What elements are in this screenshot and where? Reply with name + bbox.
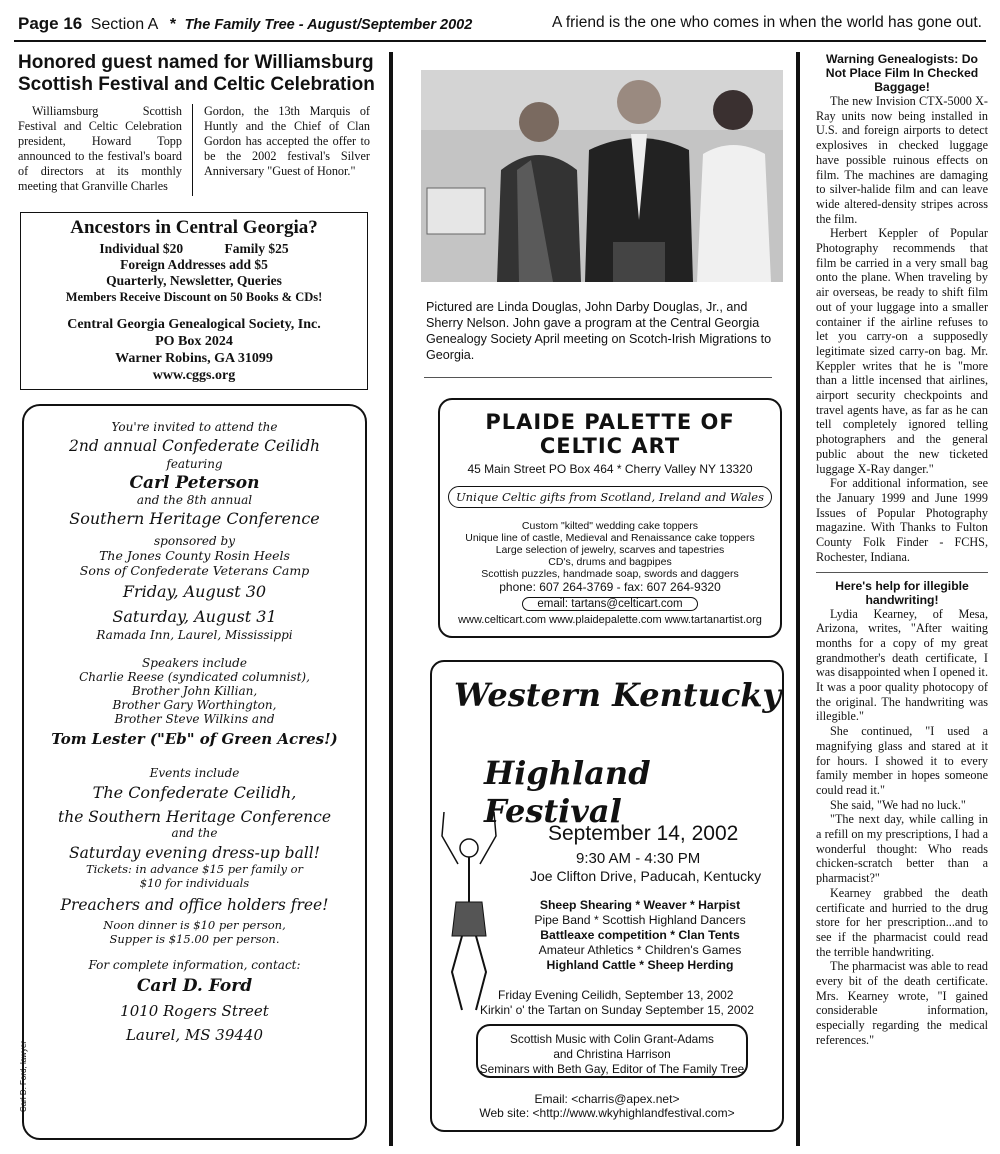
cggs-ad	[20, 212, 368, 390]
cggs-price-individual: Individual $20	[99, 241, 184, 256]
ceilidh-line: sponsored by	[154, 534, 235, 548]
ad-credit: Carl D. Ford, lawyer	[19, 1040, 29, 1113]
handwriting-paragraph: Kearney grabbed the death certificate and hurried to the drug store for her prescription...and to see if the pharmacist could read the terrible handwriting.	[816, 885, 988, 959]
plaide-item: Custom "kilted" wedding cake toppers	[521, 520, 699, 532]
column-rule-left	[389, 52, 393, 1146]
plaide-title: PLAIDE PALETTE OF CELTIC ART	[485, 410, 735, 458]
plaide-web[interactable]: www.celticart.com www.plaidepalette.com www.tartanartist.org	[458, 614, 762, 626]
handwriting-paragraph: She continued, "I used a magnifying glass and stared at it for hours. I showed it to every family member in hopes someone could read it."	[816, 724, 988, 797]
group-photo-image	[421, 70, 783, 282]
wk-music-1: Scottish Music with Colin Grant-Adams	[510, 1032, 714, 1046]
cggs-features: Quarterly, Newsletter, Queries	[106, 273, 282, 288]
plaide-item: Unique line of castle, Medieval and Renaissance cake toppers	[465, 532, 755, 544]
handwriting-paragraph: "The next day, while calling in a refill on my prescriptions, I had a wonderful thought: Who reads chicken-scratch better than a pharmacist?"	[816, 812, 988, 886]
ceilidh-line: featuring	[166, 457, 223, 471]
cggs-po: PO Box 2024	[155, 334, 233, 349]
wk-email[interactable]: Email: <charris@apex.net>	[534, 1092, 680, 1106]
wk-event: Battleaxe competition * Clan Tents	[540, 928, 740, 942]
wk-date: September 14, 2002	[548, 822, 739, 845]
honored-guest-body-b: Gordon, the 13th Marquis of Huntly and the Chief of Clan Gordon has accepted the offer to be the 2002 festival's Silver Anniversary "Guest of Honor."	[204, 104, 370, 178]
ceilidh-ad	[19, 404, 367, 1140]
ceilidh-line: $10 for individuals	[139, 876, 250, 890]
plaide-address: 45 Main Street PO Box 464 * Cherry Valley NY 13320	[467, 462, 753, 476]
plaide-tagline: Unique Celtic gifts from Scotland, Ireland and Wales	[448, 486, 772, 508]
wk-title-1: Western Kentucky	[454, 676, 782, 714]
header-rule	[14, 40, 986, 42]
right-column	[816, 52, 988, 1048]
wk-title-2: Highland Festival	[484, 754, 651, 830]
honored-guest-headline: Honored guest named for Williamsburg Scottish Festival and Celtic Celebration	[18, 52, 375, 95]
film-paragraph: Herbert Keppler of Popular Photography recommends that film be carried in a very small bag onto the plane. When traveling by air overseas, be ready to shift film out of your luggage into a smaller container if the airline refuses to let you carry-on a supposedly legitimate sized carry-on bag. Mr. Keppler writes that he is "more than a little incensed that airlines, airport security checkpoints and travel agents have, as far as he can tell completely ignored telling photographers and the general public about the new ticketed luggage X-Ray danger."	[816, 226, 988, 476]
cggs-discount: Members Receive Discount on 50 Books & CDs!	[65, 290, 323, 304]
ceilidh-line: 2nd annual Confederate Ceilidh	[69, 437, 320, 455]
header-star: *	[169, 16, 177, 33]
film-paragraph: The new Invision CTX-5000 X-Ray units now being installed in U.S. and foreign airports to detect explosives in checked luggage have possible ruinous effects on film. The machines are damaging to silver-halide film and can leave wide altered-density stripes across the film.	[816, 94, 988, 226]
header-quote: A friend is the one who comes in when the world has gone out.	[552, 14, 982, 31]
film-headline: Warning Genealogists: Do Not Place Film In Checked Baggage!	[825, 52, 979, 94]
ceilidh-line: and the 8th annual	[136, 493, 253, 507]
ceilidh-line: Brother John Killian,	[131, 684, 258, 698]
cggs-org: Central Georgia Genealogical Society, Inc.	[67, 317, 321, 332]
cggs-foreign: Foreign Addresses add $5	[120, 257, 268, 272]
plaide-email[interactable]: email: tartans@celticart.com	[522, 597, 697, 611]
ceilidh-line: You're invited to attend the	[111, 420, 278, 434]
ceilidh-line: and the	[171, 826, 218, 840]
wk-time: 9:30 AM - 4:30 PM	[576, 850, 701, 867]
ceilidh-line: Preachers and office holders free!	[60, 896, 329, 914]
page-number: Page 16	[18, 14, 83, 33]
cggs-ad-title: Ancestors in Central Georgia?	[70, 217, 318, 238]
ceilidh-line: Southern Heritage Conference	[69, 509, 320, 528]
wk-event: Amateur Athletics * Children's Games	[538, 943, 742, 957]
plaide-item: CD's, drums and bagpipes	[548, 556, 672, 568]
ceilidh-line: Ramada Inn, Laurel, Mississippi	[96, 628, 293, 642]
wk-seminars: Seminars with Beth Gay, Editor of The Family Tree	[479, 1062, 745, 1076]
cggs-web[interactable]: www.cggs.org	[152, 368, 236, 383]
plaide-item: Large selection of jewelry, scarves and tapestries	[495, 544, 725, 556]
plaide-item: Scottish puzzles, handmade soap, swords and daggers	[481, 568, 739, 580]
wk-location: Joe Clifton Drive, Paducah, Kentucky	[530, 868, 762, 884]
ceilidh-line: Saturday, August 31	[112, 607, 277, 626]
ceilidh-line: For complete information, contact:	[88, 958, 301, 972]
wk-event: Pipe Band * Scottish Highland Dancers	[534, 913, 746, 927]
ceilidh-line: Carl Peterson	[129, 473, 260, 493]
film-paragraph: For additional information, see the January 1999 and June 1999 Issues of Popular Photography magazine. With Thanks to Fulton County Folk Finder - FCHS, Rochester, Indiana.	[816, 476, 988, 564]
ceilidh-line: Supper is $15.00 per person.	[109, 932, 280, 946]
intro-column-rule	[192, 104, 193, 196]
ceilidh-line: Friday, August 30	[122, 582, 267, 601]
handwriting-paragraph: Lydia Kearney, of Mesa, Arizona, writes, "After waiting months for a copy of my great grandmother's death certificate, I was disappointed when I opened it. It was a poor quality photocopy of the original. The handwriting was illegible."	[816, 606, 988, 724]
ceilidh-line: The Jones County Rosin Heels	[99, 548, 290, 563]
plaide-phone: phone: 607 264-3769 - fax: 607 264-9320	[499, 580, 721, 594]
ceilidh-line: Events include	[149, 766, 240, 780]
page-header	[18, 14, 982, 40]
ceilidh-line: Brother Gary Worthington,	[112, 698, 277, 712]
wk-event: Sheep Shearing * Weaver * Harpist	[539, 898, 741, 912]
handwriting-paragraph: The pharmacist was able to read every bit of the death certificate. Mrs. Kearney wrote, "I gained considerable information, especially regarding the medical references."	[816, 959, 988, 1047]
ceilidh-contact-street: 1010 Rogers Street	[120, 1002, 269, 1020]
wk-ceilidh: Friday Evening Ceilidh, September 13, 2002	[498, 988, 734, 1002]
cggs-city: Warner Robins, GA 31099	[115, 351, 273, 366]
cggs-ad-prices	[21, 241, 367, 257]
publication-title: The Family Tree - August/September 2002	[184, 17, 473, 33]
caption-rule	[424, 377, 772, 378]
group-photo	[421, 70, 783, 282]
ceilidh-line: Tickets: in advance $15 per family or	[85, 862, 304, 876]
wk-events	[522, 898, 758, 973]
ceilidh-line: the Southern Heritage Conference	[58, 808, 331, 826]
right-column-rule	[816, 572, 988, 573]
honored-guest-body-a: Williamsburg Scottish Festival and Celtic Celebration president, Howard Topp announced to the festival's board of directors at its monthly meeting that Granville Charles	[18, 104, 182, 193]
ceilidh-line: Speakers include	[142, 656, 247, 670]
wk-music-box	[476, 1024, 748, 1078]
column-rule-right	[796, 52, 800, 1146]
cggs-price-family: Family $25	[224, 241, 289, 256]
handwriting-paragraph: She said, "We had no luck."	[830, 797, 966, 812]
ceilidh-line: Charlie Reese (syndicated columnist),	[79, 670, 310, 684]
plaide-palette-ad	[438, 398, 782, 638]
highland-dancer-illustration	[434, 806, 504, 1016]
photo-caption: Pictured are Linda Douglas, John Darby Douglas, Jr., and Sherry Nelson. John gave a program at the Central Georgia Genealogy Society April meeting on Scotch-Irish Migrations to Georgia.	[426, 300, 772, 362]
wk-web[interactable]: Web site: <http://www.wkyhighlandfestival.com>	[479, 1106, 735, 1120]
ceilidh-line: Saturday evening dress-up ball!	[69, 844, 320, 862]
wk-music-2: and Christina Harrison	[553, 1047, 671, 1061]
section-label: Section A	[90, 16, 158, 33]
ceilidh-line: Noon dinner is $10 per person,	[103, 918, 286, 932]
wk-event: Highland Cattle * Sheep Herding	[546, 958, 734, 972]
ceilidh-contact-name: Carl D. Ford	[136, 976, 253, 996]
ceilidh-contact-city: Laurel, MS 39440	[125, 1026, 264, 1044]
wk-kirkin: Kirkin' o' the Tartan on Sunday September 15, 2002	[480, 1003, 754, 1017]
ceilidh-line: Sons of Confederate Veterans Camp	[79, 563, 310, 578]
ceilidh-line: The Confederate Ceilidh,	[92, 783, 297, 802]
ceilidh-line: Tom Lester ("Eb" of Green Acres!)	[51, 730, 338, 748]
ceilidh-line: Brother Steve Wilkins and	[114, 712, 275, 726]
handwriting-headline: Here's help for illegible handwriting!	[835, 578, 969, 607]
wk-highland-festival-ad	[430, 660, 784, 1132]
